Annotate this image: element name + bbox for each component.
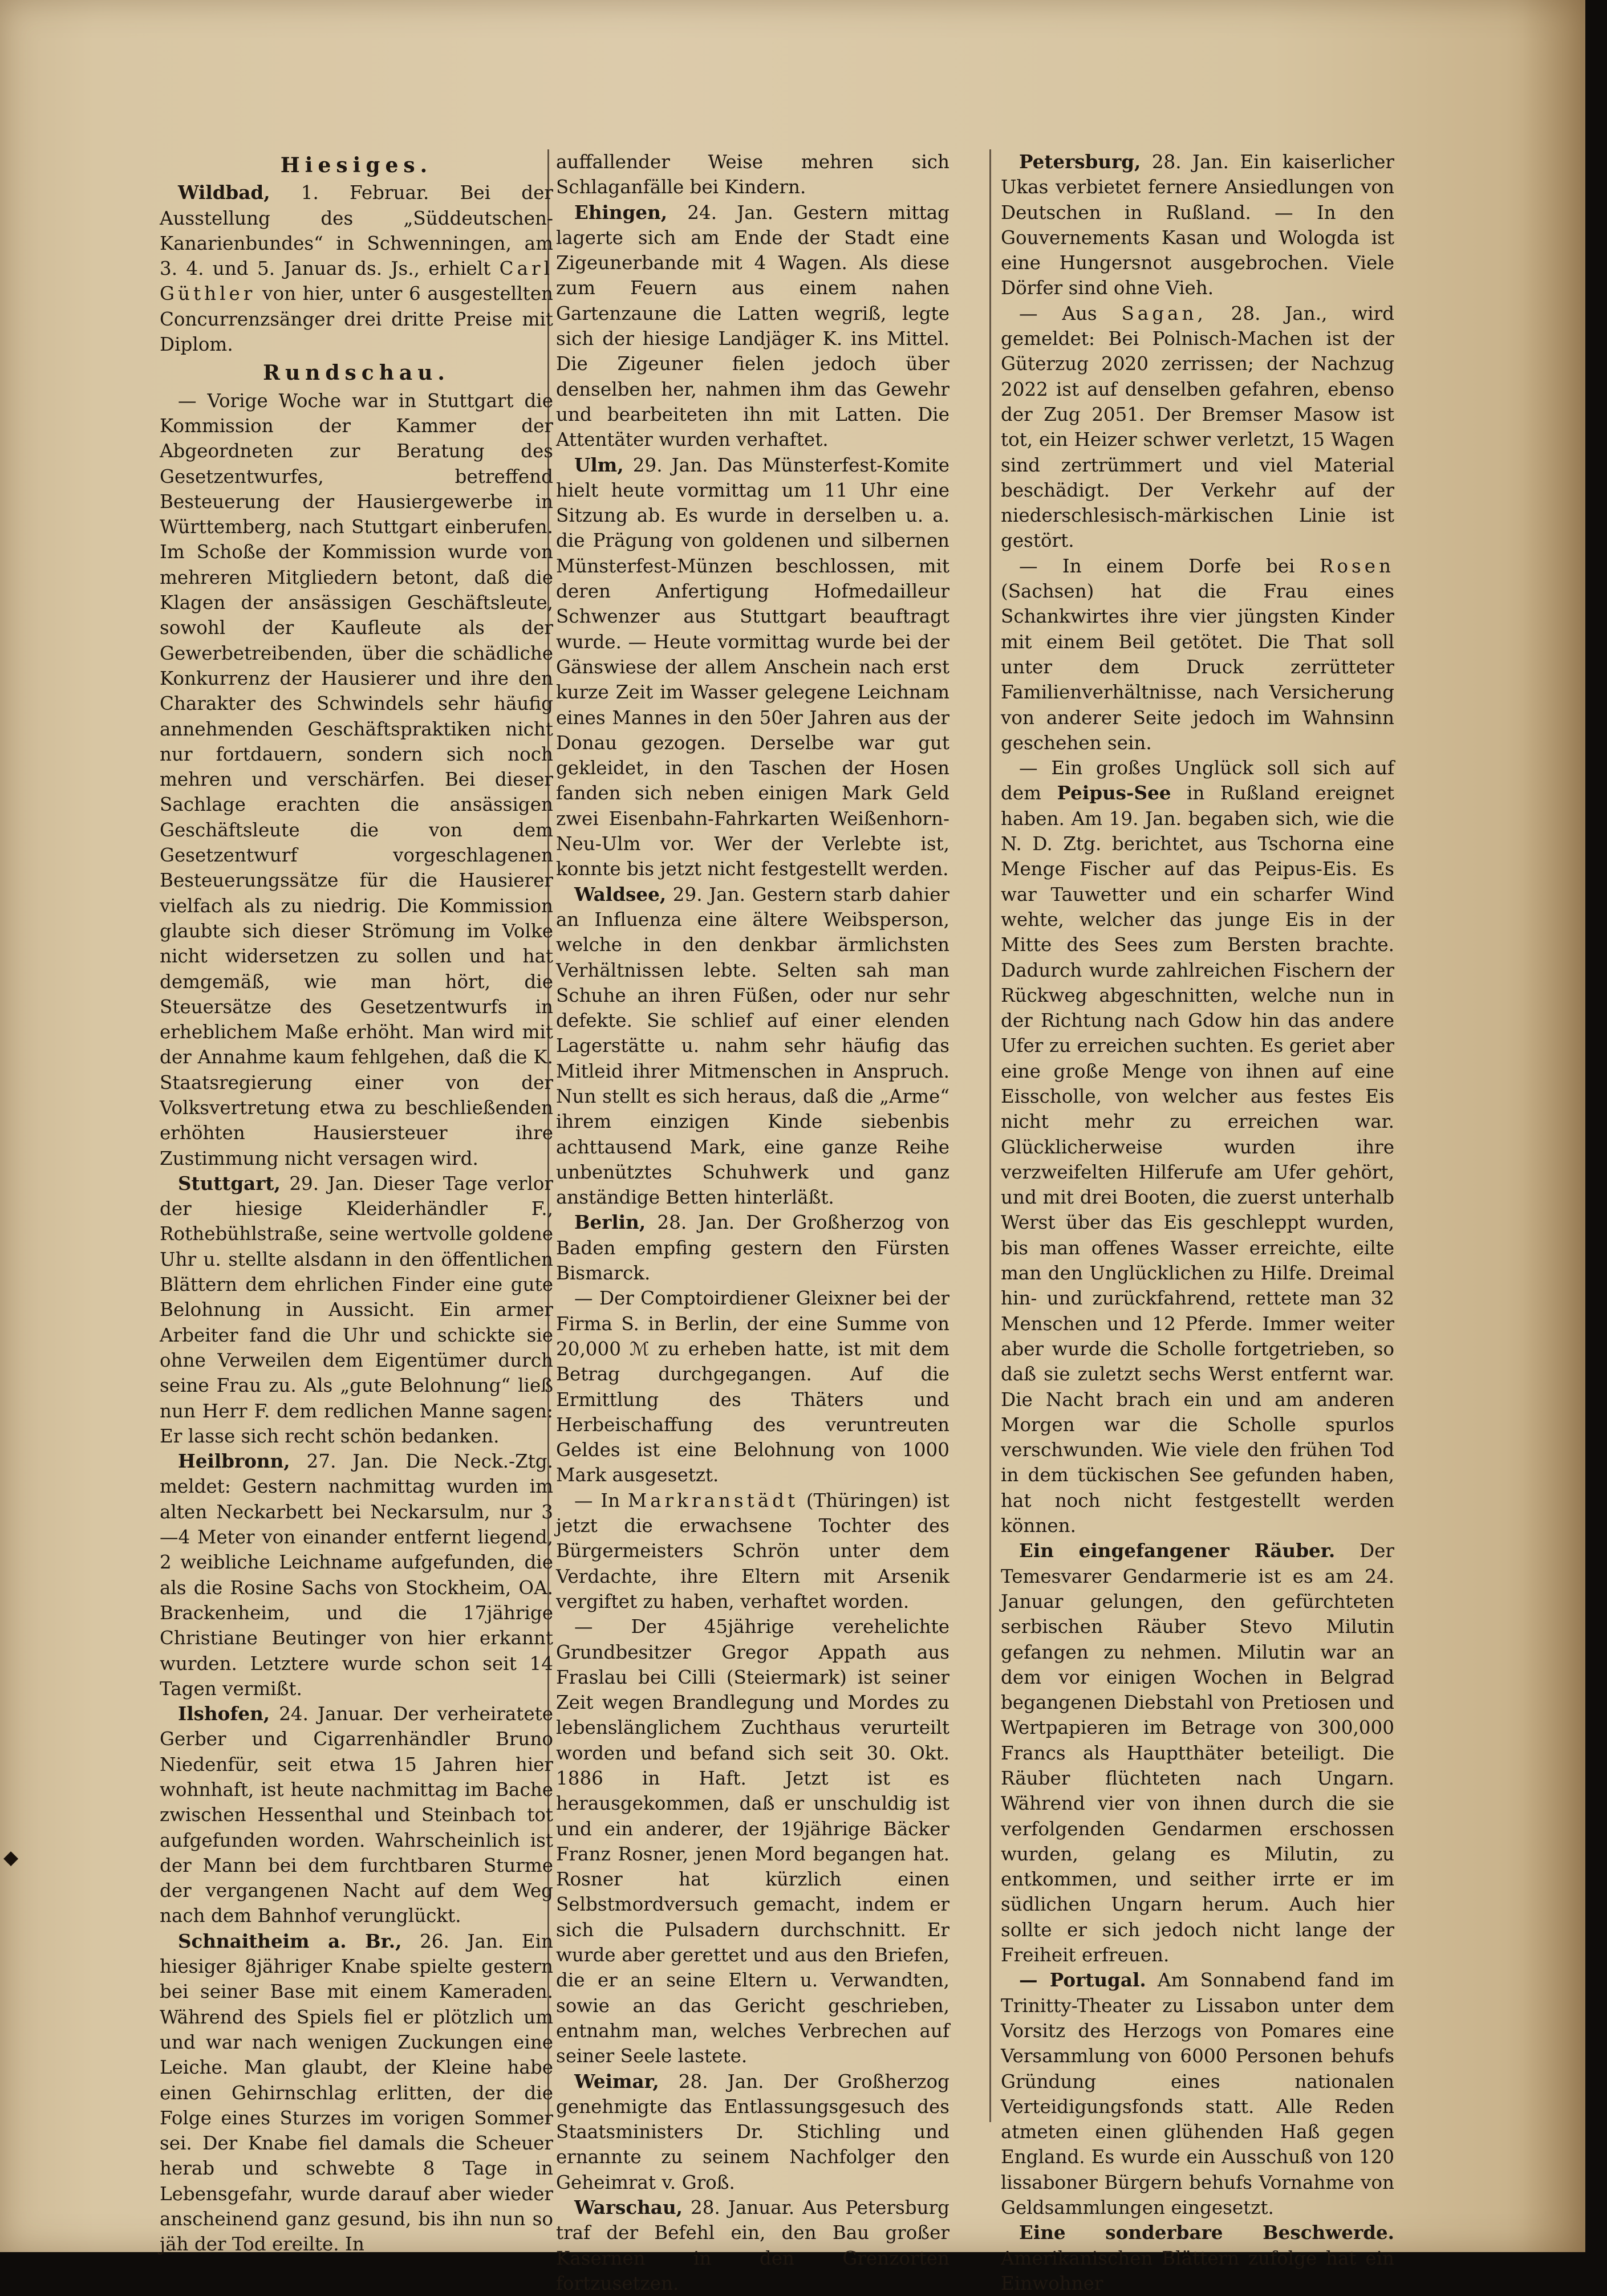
- dateline: Warschau,: [574, 2196, 683, 2219]
- article-text: Der Temesvarer Gendarmerie ist es am 24. Januar gelungen, den gefürchteten serbischen Räuber Stevo Milutin gefangen zu nehmen. Milutin war an dem vor einigen Wochen in Belgrad begangenen Diebstahl von Pretiosen und Wertpapieren im Betrage von 300,000 Francs als Hauptthäter beteiligt. Die Räuber flüchteten nach Ungarn. Während vier von ihnen durch die sie verfolgenden Gendarmen erschossen wurden, gelang es Milutin, zu entkommen, und seither irrte er im südlichen Ungarn herum. Auch hier sollte er sich jedoch nicht lange der Freiheit erfreuen.: [1001, 1540, 1395, 1966]
- dateline: Weimar,: [574, 2070, 659, 2092]
- article-continuation: auffallender Weise mehren sich Schlaganfälle bei Kindern.: [556, 151, 949, 198]
- article-ehingen: [556, 200, 949, 453]
- column-2: [556, 149, 950, 2294]
- article-gleixner: — Der Comptoirdiener Gleixner bei der Firma S. in Berlin, der eine Summe von 20,000 ℳ zu erheben hatte, ist mit dem Betrag durchgegangen. Auf die Ermittlung des Thäters und Herbeischaffung des veruntreuten Geldes ist eine Belohnung von 1000 Mark ausgesetzt.: [556, 1287, 949, 1486]
- article-text: Amerikanischen Blättern zufolge hat ein Einwohner: [1001, 2247, 1394, 2294]
- article-weimar: [556, 2069, 949, 2195]
- article-text: 28. Jan. Der Großherzog genehmigte das Entlassungsgesuch des Staatsministers Dr. Stichling und ernannte zu seinem Nachfolger den Geheimrat v. Groß.: [556, 2070, 950, 2193]
- article-text: 27. Jan. Die Neck.-Ztg. meldet: Gestern nachmittag wurden im alten Neckarbett bei Neckarsulm, nur 3—4 Meter von einander entfernt liegend, 2 weibliche Leichname aufgefunden, die als die Rosine Sachs von Stockheim, OA. Brackenheim, und die 17jährige Christiane Beutinger von hier erkannt wurden. Letztere wurde schon seit 14 Tagen vermißt.: [160, 1450, 554, 1700]
- dateline: Ilshofen,: [178, 1702, 270, 1725]
- article-text: Am Sonnabend fand im Trinitty-Theater zu Lissabon unter dem Vorsitz des Herzogs von Pomares eine Versammlung von 6000 Personen behufs Gründung eines nationalen Verteidigungsfonds statt. Alle Reden atmeten einen glühenden Haß gegen England. Es wurde ein Ausschuß von 120 lissaboner Bürgern behufs Vornahme von Geldsammlungen eingesetzt.: [1001, 1969, 1394, 2219]
- dateline: Waldsee,: [574, 883, 667, 905]
- article-ulm: [556, 453, 949, 882]
- column-1: [160, 149, 554, 2256]
- dateline: Wildbad,: [178, 181, 270, 204]
- article-portugal: [1001, 1968, 1394, 2220]
- article-text: 28. Jan. Der Großherzog von Baden empfing gestern den Fürsten Bismarck.: [556, 1212, 950, 1285]
- headline: Eine sonderbare Beschwerde.: [1019, 2221, 1394, 2244]
- section-title-rundschau: Rundschau.: [263, 361, 450, 385]
- article-text: 24. Jan. Gestern mittag lagerte sich am Ende der Stadt eine Zigeunerbande mit 4 Wagen. Als diese zum Feuern aus einem nahen Gartenzaune die Latten wegriß, legte sich der hiesige Landjäger K. ins Mittel. Die Zigeuner fielen jedoch über denselben her, nahmen ihm das Gewehr und bearbeiteten ihn mit Latten. Die Attentäter wurden verhaftet.: [556, 201, 950, 451]
- article-stuttgart: [160, 1171, 553, 1449]
- article-text: 29. Jan. Das Münsterfest-Komite hielt heute vormittag um 11 Uhr eine Sitzung ab. Es wurde in derselben u. a. die Prägung von goldenen und silbernen Münsterfest-Münzen beschlossen, mit deren Anfertigung Hofmedailleur Schwenzer aus Stuttgart beauftragt wurde. — Heute vormittag wurde bei der Gänswiese der allem Anschein nach erst kurze Zeit im Wasser gelegene Leichnam eines Mannes in den 50er Jahren aus der Donau gezogen. Derselbe war gut gekleidet, in den Taschen der Hosen fanden sich neben einigen Mark Geld zwei Eisenbahn-Fahrkarten Weißenhorn-Neu-Ulm vor. Wer der Verlebte ist, konnte bis jetzt nicht festgestellt werden.: [556, 454, 950, 880]
- dateline: Heilbronn,: [178, 1450, 290, 1473]
- dateline: Ehingen,: [574, 201, 668, 223]
- column-3: [1001, 149, 1395, 2294]
- article-text: 28. Jan. Ein kaiserlicher Ukas verbietet fernere Ansiedlungen von Deutschen in Rußland. — In den Gouvernements Kasan und Wologda ist eine Hungersnot ausgebrochen. Viele Dörfer sind ohne Vieh.: [1001, 151, 1395, 299]
- article-text: von hier, unter 6 ausgestellten Concurrenzsänger drei dritte Preise mit Diplom.: [160, 283, 553, 356]
- article-text: — In: [574, 1489, 620, 1511]
- headline: — Portugal.: [1019, 1969, 1146, 1992]
- article-text: 29. Jan. Gestern starb dahier an Influenza eine ältere Weibsperson, welche in den denkbar ärmlichsten Verhältnissen lebte. Selten sah man Schuhe an ihren Füßen, oder nur sehr defekte. Sie schlief auf einer elenden Lagerstätte u. nahm sehr häufig das Mitleid ihrer Mitmenschen in Anspruch. Nun stellt es sich heraus, daß die „Arme“ ihrem einzigen Kinde siebenbis achttausend Mark, eine ganze Reihe unbenütztes Schuhwerk und ganz anständige Betten hinterläßt.: [556, 883, 949, 1209]
- dateline: Stuttgart,: [178, 1172, 281, 1194]
- article-text: — Aus: [1019, 302, 1097, 324]
- dateline: Ulm,: [574, 453, 624, 476]
- section-title-hiesiges: Hiesiges.: [280, 153, 433, 177]
- article-rosen: [1001, 554, 1394, 755]
- place-name: Peipus-See: [1057, 782, 1171, 804]
- place-name: Rosen: [1319, 555, 1394, 577]
- article-text: 28. Jan., wird gemeldet: Bei Polnisch-Machen ist der Güterzug 2020 zerrissen; der Nachzug 2022 ist auf denselben gefahren, ebenso der Zug 2051. Der Bremser Masow ist tot, ein Heizer schwer verletzt, 15 Wagen sind zertrümmert und viel Material beschädigt. Der Verkehr auf der niederschlesisch-märkischen Linie ist gestört.: [1001, 302, 1394, 552]
- article-raeuber: [1001, 1538, 1394, 1968]
- article-hausierer: — Vorige Woche war in Stuttgart die Kommission der Kammer der Abgeordneten zur Beratung des Gesetzentwurfes, betreffend Besteuerung der Hausiergewerbe in Württemberg, nach Stuttgart einberufen. Im Schoße der Kommission wurde von mehreren Mitgliedern betont, daß die Klagen der ansässigen Geschäftsleute, sowohl der Kaufleute als der Gewerbetreibenden, über die schädliche Konkurrenz der Hausierer und ihre den Charakter des Schwindels sehr häufig annehmenden Geschäftspraktiken nicht nur fortdauern, sondern sich noch mehren und verschärfen. Bei dieser Sachlage erachten die ansässigen Geschäftsleute die von dem Gesetzentwurf vorgeschlagenen Besteuerungssätze für die Hausierer vielfach als zu niedrig. Die Kommission glaubte sich dieser Strömung im Volke nicht widersetzen zu sollen und hat demgemäß, wie man hört, die Steuersätze des Gesetzentwurfs in erheblichem Maße erhöht. Man wird mit der Annahme kaum fehlgehen, daß die K. Staatsregierung einer von der Volksvertretung etwa zu beschließenden erhöhten Hausiersteuer ihre Zustimmung nicht versagen wird.: [160, 389, 553, 1169]
- headline: Ein eingefangener Räuber.: [1019, 1539, 1336, 1562]
- article-text: (Sachsen) hat die Frau eines Schankwirtes ihre vier jüngsten Kinder mit einem Beil getötet. Die That soll unter dem Druck zerrütteter Familienverhältnisse, nach Versicherung von anderer Seite jedoch im Wahnsinn geschehen sein.: [1001, 580, 1394, 754]
- dateline: Berlin,: [574, 1211, 646, 1234]
- article-heilbronn: [160, 1449, 553, 1701]
- article-markranstaedt: [556, 1488, 949, 1614]
- article-wildbad: [160, 180, 553, 357]
- dateline: Schnaitheim a. Br.,: [178, 1929, 402, 1952]
- article-text: 29. Jan. Dieser Tage verlor der hiesige Kleiderhändler F., Rothebühlstraße, seine wertvolle goldene Uhr u. stellte alsdann in den öffentlichen Blättern dem ehrlichen Finder eine gute Belohnung in Aussicht. Ein armer Arbeiter fand die Uhr und schickte sie ohne Verweilen dem Eigentümer durch seine Frau zu. Als „gute Belohnung“ ließ nun Herr F. dem redlichen Manne sagen: Er lasse sich recht schön bedanken.: [160, 1172, 553, 1447]
- article-text: (Thüringen) ist jetzt die erwachsene Tochter des Bürgermeisters Schrön unter dem Verdachte, ihre Eltern mit Arsenik vergiftet zu haben, verhaftet worden.: [556, 1489, 949, 1612]
- article-schnaitheim: [160, 1929, 553, 2257]
- article-text: in Rußland ereignet haben. Am 19. Jan. begaben sich, wie die N. D. Ztg. berichtet, aus Tschorna eine Menge Fischer auf das Peipus-Eis. Es war Tauwetter und ein scharfer Wind wehte, welcher das junge Eis in der Mitte des Sees zum Bersten brachte. Dadurch wurde zahlreichen Fischern der Rückweg abgeschnitten, welche nun in der Richtung nach Gdow hin das andere Ufer zu erreichen suchten. Es geriet aber eine große Menge von ihnen auf eine Eisscholle, von welcher aus festes Eis nicht mehr zu erreichen war. Glücklicherweise wurden ihre verzweifelten Hilferufe am Ufer gehört, und mit drei Booten, die zuerst unterhalb Werst über das Eis geschleppt wurden, bis man offenes Wasser erreichte, eilte man den Unglücklichen zu Hilfe. Dreimal hin- und zurückfahrend, rettete man 32 Menschen und 12 Pferde. Immer weiter aber wurde die Scholle fortgetrieben, so daß sie zuletzt sechs Werst entfernt war. Die Nacht brach ein und am anderen Morgen war die Scholle spurlos verschwunden. Wie viele den frühen Tod in dem tückischen See gefunden haben, hat noch nicht festgestellt werden können.: [1001, 782, 1394, 1537]
- article-berlin: [556, 1210, 949, 1286]
- article-petersburg: [1001, 149, 1394, 301]
- article-ilshofen: [160, 1701, 553, 1929]
- article-sagan: [1001, 301, 1394, 554]
- article-text: 24. Januar. Der verheiratete Gerber und Cigarrenhändler Bruno Niedenfür, seit etwa 15 Jahren hier wohnhaft, ist heute nachmittag im Bache zwischen Hessenthal und Steinbach tot aufgefunden worden. Wahrscheinlich ist der Mann bei dem furchtbaren Sturme der vergangenen Nacht auf dem Weg nach dem Bahnhof verunglückt.: [160, 1703, 553, 1927]
- page-edge: [1523, 0, 1585, 2252]
- article-peipus: [1001, 755, 1394, 1538]
- article-text: — Ein großes Unglück soll sich auf dem: [1001, 757, 1394, 804]
- place-name: Markranstädt: [627, 1489, 799, 1511]
- article-text: 1. Februar. Bei der Ausstellung des „Süddeutschen-Kanarienbundes“ in Schwenningen, am 3. 4. und 5. Januar ds. Js., erhielt: [160, 182, 554, 280]
- article-text: 26. Jan. Ein hiesiger 8jähriger Knabe spielte gestern bei seiner Base mit einem Kameraden. Während des Spiels fiel er plötzlich um und war nach wenigen Zuckungen eine Leiche. Man glaubt, der Kleine habe einen Gehirnschlag erlitten, der die Folge eines Sturzes im vorigen Sommer sei. Der Knabe fiel damals die Scheuer herab und schwebte 8 Tage in Lebensgefahr, wurde darauf aber wieder anscheinend ganz gesund, bis ihn nun so jäh der Tod ereilte. In: [160, 1930, 554, 2256]
- article-warschau: [556, 2195, 949, 2296]
- article-text: 28. Januar. Aus Petersburg traf der Befehl ein, den Bau großer Kasernen in den Grenzorten fortzusetzen.: [556, 2197, 949, 2294]
- dateline: Petersburg,: [1019, 151, 1141, 173]
- place-name: Sagan,: [1121, 302, 1207, 324]
- article-text: — In einem Dorfe bei: [1019, 555, 1295, 577]
- margin-marker: ◆: [3, 1846, 19, 1869]
- column-rule: [989, 149, 991, 2122]
- person-name: Carl Güthler: [160, 258, 553, 305]
- article-grundbesitzer: — Der 45jährige verehelichte Grundbesitzer Gregor Appath aus Fraslau bei Cilli (Steiermark) ist seiner Zeit wegen Brandlegung und Mordes zu lebenslänglichem Zuchthaus verurteilt worden und befand sich seit 30. Okt. 1886 in Haft. Jetzt ist es herausgekommen, daß er unschuldig ist und ein anderer, der 19jährige Bäcker Franz Rosner, jenen Mord begangen hat. Rosner hat kürzlich einen Selbstmordversuch gemacht, indem er sich die Pulsadern durchschnitt. Er wurde aber gerettet und aus den Briefen, die er an seine Eltern u. Verwandten, sowie an das Gericht geschrieben, entnahm man, welches Verbrechen auf seiner Seele lastete.: [556, 1616, 949, 2067]
- article-beschwerde: [1001, 2220, 1394, 2296]
- article-waldsee: [556, 882, 949, 1210]
